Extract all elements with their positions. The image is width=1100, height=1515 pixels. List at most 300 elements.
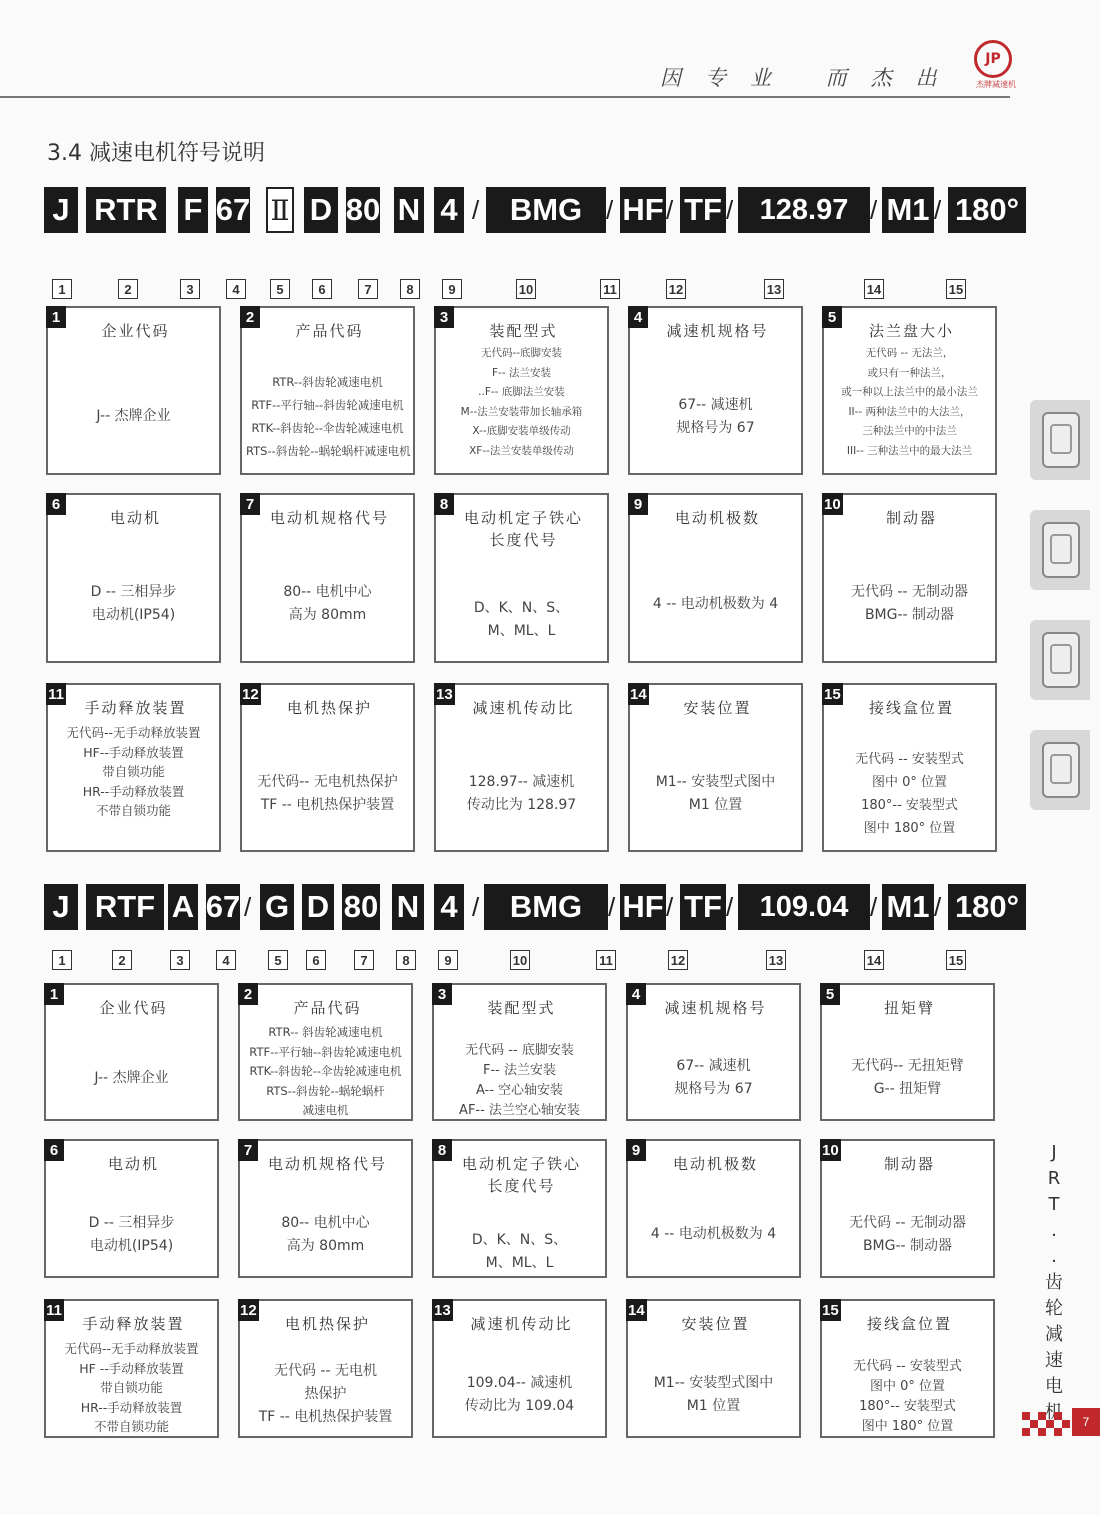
card-body-line: RTR--斜齿轮减速电机	[272, 374, 383, 389]
card-body-line: 无代码 -- 无制动器	[848, 1214, 966, 1231]
code-separator-slash: /	[472, 892, 480, 922]
card-body-line: RTR-- 斜齿轮减速电机	[268, 1025, 383, 1039]
card-body	[438, 1229, 601, 1275]
card-body	[52, 405, 215, 428]
position-number-box: 8	[396, 950, 416, 970]
card-number-badge: 12	[238, 1299, 259, 1321]
card-body-line: M1-- 安装型式图中	[653, 1374, 774, 1391]
side-label-char: T	[1048, 1194, 1060, 1215]
position-number-box: 5	[270, 279, 290, 299]
card-body-line: 电动机(IP54)	[89, 1237, 174, 1254]
side-thumb-1[interactable]	[1030, 400, 1090, 480]
position-number-box: 13	[766, 950, 786, 970]
card-title: 减速机规格号	[664, 999, 767, 1017]
card-body-line: 或一种以上法兰中的最小法兰	[841, 386, 978, 398]
position-number-box: 10	[516, 279, 536, 299]
code-explanation-card	[626, 1139, 801, 1278]
card-body-line: J-- 杰牌企业	[96, 408, 171, 424]
card-number-badge: 2	[238, 983, 258, 1005]
position-number-box: 2	[112, 950, 132, 970]
card-title: 法兰盘大小	[868, 322, 954, 340]
card-body	[440, 771, 603, 817]
code-explanation-card	[432, 983, 607, 1121]
card-body	[440, 597, 603, 643]
card-number-badge: 13	[432, 1299, 453, 1321]
card-body-line: RTF--平行轴--斜齿轮减速电机	[249, 1044, 402, 1059]
card-title: 企业代码	[99, 999, 168, 1017]
code-explanation-card	[240, 306, 415, 475]
code-token: N	[392, 884, 424, 930]
card-number-badge: 1	[46, 306, 66, 328]
card-body-line: 无代码 -- 无电机	[273, 1363, 377, 1379]
code-token: RTF	[86, 884, 164, 930]
code-token: M1	[882, 884, 934, 930]
position-number-box: 11	[600, 279, 620, 299]
card-body-line: M、ML、L	[487, 623, 556, 639]
position-number-box: 15	[946, 950, 966, 970]
side-label-char: .	[1051, 1220, 1057, 1241]
card-number-badge: 7	[238, 1139, 258, 1161]
code-token: 180°	[948, 884, 1026, 930]
card-body-line: F-- 法兰安装	[483, 1063, 556, 1078]
code-token: A	[168, 884, 198, 930]
card-body-line: A-- 空心轴安装	[475, 1083, 564, 1098]
code-explanation-card	[46, 493, 221, 663]
card-body	[826, 1055, 989, 1101]
card-body	[440, 344, 603, 461]
code-separator-slash: /	[726, 195, 734, 225]
card-body-line: RTS--斜齿轮--蜗轮蜗杆	[266, 1083, 385, 1098]
side-label-char: 减	[1045, 1324, 1063, 1345]
side-label-char: 轮	[1045, 1298, 1063, 1319]
card-body-line: 不带自锁功能	[95, 803, 171, 818]
card-body-line: HR--手动释放装置	[80, 1399, 183, 1415]
card-title: 手动释放装置	[82, 1315, 185, 1333]
position-number-box: 2	[118, 279, 138, 299]
section-title: 3.4 减速电机符号说明	[47, 141, 265, 166]
code-separator-slash: /	[472, 195, 480, 225]
card-title: 减速机传动比	[472, 699, 575, 717]
card-body-line: 带自锁功能	[102, 764, 165, 779]
card-body-line: D -- 三相异步	[90, 584, 177, 600]
code-separator-slash: /	[666, 892, 674, 922]
card-body	[634, 771, 797, 817]
card-body-line: ..F-- 底脚法兰安装	[478, 386, 565, 398]
card-title: 装配型式	[487, 999, 556, 1017]
card-body-line: BMG-- 制动器	[864, 607, 955, 623]
card-number-badge: 15	[820, 1299, 841, 1321]
card-number-badge: 15	[822, 683, 843, 705]
code-explanation-card	[44, 1299, 219, 1438]
code-separator-slash: /	[870, 892, 878, 922]
card-body-line: M--法兰安装带加长轴承箱	[460, 405, 583, 418]
code-explanation-card	[44, 983, 219, 1121]
position-number-box: 6	[306, 950, 326, 970]
card-number-badge: 12	[240, 683, 261, 705]
card-body-line: 180°-- 安装型式	[859, 1399, 956, 1414]
code-token: G	[260, 884, 294, 930]
card-body-line: 图中 180° 位置	[863, 820, 956, 836]
card-title: 减速机传动比	[470, 1315, 573, 1333]
code-token: TF	[680, 187, 726, 233]
code-token: 128.97	[738, 187, 870, 233]
code-explanation-card	[44, 1139, 219, 1278]
code-explanation-card	[820, 983, 995, 1121]
code-token: 4	[434, 884, 464, 930]
card-body	[634, 593, 797, 616]
card-body-line: 无代码-- 无扭矩臂	[851, 1058, 964, 1074]
code-token: Ⅱ	[266, 187, 294, 233]
position-number-box: 12	[666, 279, 686, 299]
position-number-box: 1	[52, 950, 72, 970]
code-token: TF	[680, 884, 726, 930]
card-body-line: 高为 80mm	[288, 607, 367, 623]
code-explanation-card	[46, 683, 221, 852]
position-number-box: 3	[170, 950, 190, 970]
code-explanation-card	[626, 983, 801, 1121]
code-token: 180°	[948, 187, 1026, 233]
code-token: HF	[620, 187, 666, 233]
logo-text: 杰牌减速机	[976, 80, 1016, 89]
card-body-line: 传动比为 128.97	[466, 796, 577, 813]
card-body-line: 67-- 减速机	[676, 1058, 751, 1074]
card-title: 电动机	[109, 509, 161, 527]
card-title: 手动释放装置	[84, 699, 187, 717]
code-separator-slash: /	[934, 195, 942, 225]
card-body-line: RTF--平行轴--斜齿轮减速电机	[251, 397, 404, 412]
card-number-badge: 11	[46, 683, 66, 705]
code-token: HF	[620, 884, 666, 930]
code-separator-slash: /	[606, 195, 614, 225]
card-body-line: D、K、N、S、	[473, 600, 570, 616]
card-body-line: 无代码--无手动释放装置	[64, 1341, 199, 1356]
position-number-box: 9	[438, 950, 458, 970]
code-explanation-card	[628, 306, 803, 475]
page-number: 7	[1072, 1408, 1100, 1436]
card-body	[826, 1357, 989, 1437]
code-token: 80	[342, 884, 380, 930]
card-body	[828, 344, 991, 461]
card-body-line: HR--手动释放装置	[82, 783, 185, 799]
card-number-badge: 11	[44, 1299, 64, 1321]
card-body-line: 不带自锁功能	[93, 1419, 169, 1434]
position-number-box: 14	[864, 950, 884, 970]
code-explanation-card	[434, 306, 609, 475]
card-body	[438, 1041, 601, 1121]
card-body	[634, 394, 797, 440]
code-separator-slash: /	[608, 892, 616, 922]
code-token: 80	[346, 187, 380, 233]
card-body-line: 无代码--底脚安装	[480, 347, 563, 359]
card-body	[246, 371, 409, 463]
card-number-badge: 10	[820, 1139, 841, 1161]
card-number-badge: 5	[820, 983, 840, 1005]
side-vertical-label	[1044, 1140, 1064, 1426]
card-body-line: D -- 三相异步	[88, 1214, 175, 1231]
card-body-line: 图中 0° 位置	[871, 774, 948, 790]
card-body-line: M1 位置	[688, 796, 743, 813]
code-explanation-card	[434, 493, 609, 663]
position-number-box: 6	[312, 279, 332, 299]
code-explanation-card	[46, 306, 221, 475]
position-number-box: 15	[946, 279, 966, 299]
card-title: 电动机定子铁心	[461, 1155, 581, 1173]
card-body-line: 规格号为 67	[674, 1081, 753, 1097]
card-title: 安装位置	[683, 699, 752, 717]
card-body-line: 无代码 -- 安装型式	[855, 751, 964, 767]
card-body-line: 67-- 减速机	[678, 396, 753, 413]
card-title: 制动器	[885, 509, 937, 527]
card-body-line: 无代码 -- 无制动器	[850, 584, 968, 600]
header-tagline: 因专业 而杰出	[660, 66, 961, 90]
code-separator-slash: /	[244, 892, 252, 922]
card-body-line: F-- 法兰安装	[492, 366, 551, 379]
card-body-line: XF--法兰安装单级传动	[469, 444, 574, 457]
position-number-box: 4	[226, 279, 246, 299]
card-number-badge: 3	[432, 983, 452, 1005]
code-explanation-card	[628, 493, 803, 663]
code-token: BMG	[484, 884, 608, 930]
code-separator-slash: /	[666, 195, 674, 225]
card-body-line: 高为 80mm	[286, 1237, 365, 1254]
card-number-badge: 14	[628, 683, 649, 705]
position-number-box: 13	[764, 279, 784, 299]
card-body-line: 规格号为 67	[676, 419, 755, 436]
card-body-line: RTK--斜齿轮--伞齿轮减速电机	[249, 1064, 402, 1078]
card-body-line: 减速电机	[302, 1103, 349, 1117]
card-body-line: X--底脚安装单级传动	[472, 425, 571, 437]
card-body	[244, 1360, 407, 1429]
card-number-badge: 3	[434, 306, 454, 328]
card-title: 接线盒位置	[868, 699, 954, 717]
card-body-line: 热保护	[304, 1386, 347, 1402]
card-body-line: 传动比为 109.04	[464, 1397, 575, 1414]
card-body	[244, 1212, 407, 1258]
position-number-box: 7	[354, 950, 374, 970]
code-token: F	[178, 187, 208, 233]
code-separator-slash: /	[934, 892, 942, 922]
card-title: 电动机定子铁心	[463, 509, 583, 527]
position-number-box: 1	[52, 279, 72, 299]
code-token: 4	[434, 187, 464, 233]
card-body	[828, 581, 991, 627]
card-number-badge: 6	[46, 493, 66, 515]
position-number-box: 14	[864, 279, 884, 299]
code-explanation-card	[822, 306, 997, 475]
card-title: 制动器	[883, 1155, 935, 1173]
card-body-line: G-- 扭矩臂	[873, 1081, 942, 1097]
card-title: 安装位置	[681, 1315, 750, 1333]
card-title: 电动机	[107, 1155, 159, 1173]
card-number-badge: 7	[240, 493, 260, 515]
card-title: 电机热保护	[284, 1315, 370, 1333]
card-body-line: 4 -- 电动机极数为 4	[652, 595, 779, 612]
card-title-line-2: 长度代号	[489, 531, 558, 549]
card-number-badge: 4	[626, 983, 646, 1005]
logo-mark: JP	[974, 40, 1012, 78]
position-number-box: 8	[400, 279, 420, 299]
card-body	[50, 1212, 213, 1258]
card-body	[52, 581, 215, 627]
card-body-line: 图中 180° 位置	[861, 1419, 954, 1434]
card-number-badge: 13	[434, 683, 455, 705]
side-label-char: 齿	[1045, 1272, 1063, 1293]
card-body	[244, 1023, 407, 1121]
card-body	[246, 581, 409, 627]
brand-logo	[972, 40, 1020, 90]
side-label-char: 电	[1045, 1376, 1063, 1397]
code-token: D	[302, 884, 334, 930]
code-explanation-card	[626, 1299, 801, 1438]
card-number-badge: 9	[628, 493, 648, 515]
position-number-box: 3	[180, 279, 200, 299]
card-body-line: 无代码-- 无电机热保护	[257, 773, 398, 790]
position-number-box: 10	[510, 950, 530, 970]
card-body	[50, 1067, 213, 1090]
card-body-line: J-- 杰牌企业	[94, 1069, 169, 1086]
code-token: D	[304, 187, 338, 233]
card-body-line: M1 位置	[686, 1397, 741, 1414]
card-body-line: 无代码 -- 底脚安装	[465, 1043, 574, 1058]
card-body-line: 无代码 -- 安装型式	[853, 1359, 962, 1374]
card-title: 电动机规格代号	[269, 509, 389, 527]
card-number-badge: 8	[434, 493, 454, 515]
card-number-badge: 10	[822, 493, 843, 515]
card-body	[632, 1372, 795, 1418]
code-token: 67	[206, 884, 240, 930]
card-body-line: AF-- 法兰空心轴安装	[459, 1103, 580, 1118]
code-separator-slash: /	[870, 195, 878, 225]
card-body-line: II-- 两种法兰中的大法兰，	[848, 405, 971, 418]
code-explanation-card	[820, 1139, 995, 1278]
code-explanation-card	[238, 983, 413, 1121]
side-thumb-3[interactable]	[1030, 620, 1090, 700]
card-body	[438, 1372, 601, 1418]
card-body-line: 三种法兰中的中法兰	[862, 425, 957, 437]
card-title: 产品代码	[295, 322, 364, 340]
checker-flag-icon	[1018, 1408, 1070, 1436]
card-body-line: 无代码--无手动释放装置	[66, 725, 201, 740]
card-title: 企业代码	[101, 322, 170, 340]
position-number-box: 5	[268, 950, 288, 970]
card-body-line: D、K、N、S、	[471, 1232, 568, 1248]
code-separator-slash: /	[726, 892, 734, 922]
side-thumb-4[interactable]	[1030, 730, 1090, 810]
card-body-line: M、ML、L	[485, 1255, 554, 1271]
code-token: BMG	[486, 187, 606, 233]
card-title: 减速机规格号	[666, 322, 769, 340]
card-number-badge: 5	[822, 306, 842, 328]
card-title: 电动机极数	[674, 509, 760, 527]
side-label-char: .	[1051, 1246, 1057, 1267]
position-number-box: 11	[596, 950, 616, 970]
card-body-line: 带自锁功能	[100, 1380, 163, 1395]
card-title-line-2: 长度代号	[487, 1177, 556, 1195]
card-body-line: M1-- 安装型式图中	[655, 773, 776, 790]
code-token: J	[44, 187, 78, 233]
card-body-line: 无代码 -- 无法兰，	[865, 347, 954, 359]
position-number-box: 4	[216, 950, 236, 970]
card-body-line: 80-- 电机中心	[283, 584, 372, 600]
side-thumb-2[interactable]	[1030, 510, 1090, 590]
card-number-badge: 4	[628, 306, 648, 328]
card-number-badge: 2	[240, 306, 260, 328]
position-number-box: 9	[442, 279, 462, 299]
card-body	[826, 1212, 989, 1258]
code-explanation-card	[628, 683, 803, 852]
code-explanation-card	[432, 1299, 607, 1438]
card-body-line: 或只有一种法兰，	[867, 366, 952, 379]
card-number-badge: 9	[626, 1139, 646, 1161]
card-title: 接线盒位置	[866, 1315, 952, 1333]
code-token: 67	[216, 187, 250, 233]
code-explanation-card	[434, 683, 609, 852]
card-title: 产品代码	[293, 999, 362, 1017]
card-number-badge: 8	[432, 1139, 452, 1161]
card-title: 电动机规格代号	[267, 1155, 387, 1173]
side-label-char: 速	[1045, 1350, 1063, 1371]
code-token: 109.04	[738, 884, 870, 930]
card-body-line: 图中 0° 位置	[869, 1379, 946, 1394]
position-number-box: 7	[358, 279, 378, 299]
code-explanation-card	[240, 683, 415, 852]
side-label-char: R	[1047, 1168, 1061, 1189]
card-body	[52, 723, 215, 821]
code-token: M1	[882, 187, 934, 233]
card-body-line: 4 -- 电动机极数为 4	[650, 1226, 777, 1242]
code-token: RTR	[86, 187, 166, 233]
card-title: 装配型式	[489, 322, 558, 340]
card-body-line: TF -- 电机热保护装置	[260, 796, 395, 813]
code-explanation-card	[822, 493, 997, 663]
code-explanation-card	[432, 1139, 607, 1278]
card-body	[50, 1339, 213, 1437]
card-title: 电机热保护	[286, 699, 372, 717]
code-explanation-card	[240, 493, 415, 663]
card-number-badge: 6	[44, 1139, 64, 1161]
card-body	[828, 748, 991, 840]
card-body-line: III-- 三种法兰中的最大法兰	[846, 444, 973, 457]
card-body-line: HF --手动释放装置	[79, 1360, 184, 1376]
code-explanation-card	[238, 1139, 413, 1278]
card-body-line: 80-- 电机中心	[281, 1214, 370, 1231]
card-number-badge: 14	[626, 1299, 647, 1321]
card-body-line: RTK--斜齿轮--伞齿轮减速电机	[251, 420, 404, 435]
code-explanation-card	[822, 683, 997, 852]
card-title: 扭矩臂	[883, 999, 935, 1017]
header-rule	[0, 96, 1010, 98]
card-body-line: HF--手动释放装置	[83, 744, 184, 760]
card-body	[632, 1055, 795, 1101]
code-explanation-card	[238, 1299, 413, 1438]
card-body-line: TF -- 电机热保护装置	[258, 1409, 393, 1425]
card-title: 电动机极数	[672, 1155, 758, 1173]
code-token: J	[44, 884, 78, 930]
card-body-line: 128.97-- 减速机	[468, 773, 575, 790]
card-body-line: 180°-- 安装型式	[861, 797, 958, 813]
card-body	[246, 771, 409, 817]
card-number-badge: 1	[44, 983, 64, 1005]
card-body-line: BMG-- 制动器	[862, 1237, 953, 1254]
code-explanation-card	[820, 1299, 995, 1438]
side-label-char: J	[1051, 1142, 1057, 1163]
code-token: N	[394, 187, 424, 233]
card-body-line: 电动机(IP54)	[91, 607, 176, 623]
card-body-line: RTS--斜齿轮--蜗轮蜗杆减速电机	[246, 443, 411, 458]
card-body	[632, 1223, 795, 1246]
position-number-box: 12	[668, 950, 688, 970]
card-body-line: 109.04-- 减速机	[466, 1374, 573, 1391]
